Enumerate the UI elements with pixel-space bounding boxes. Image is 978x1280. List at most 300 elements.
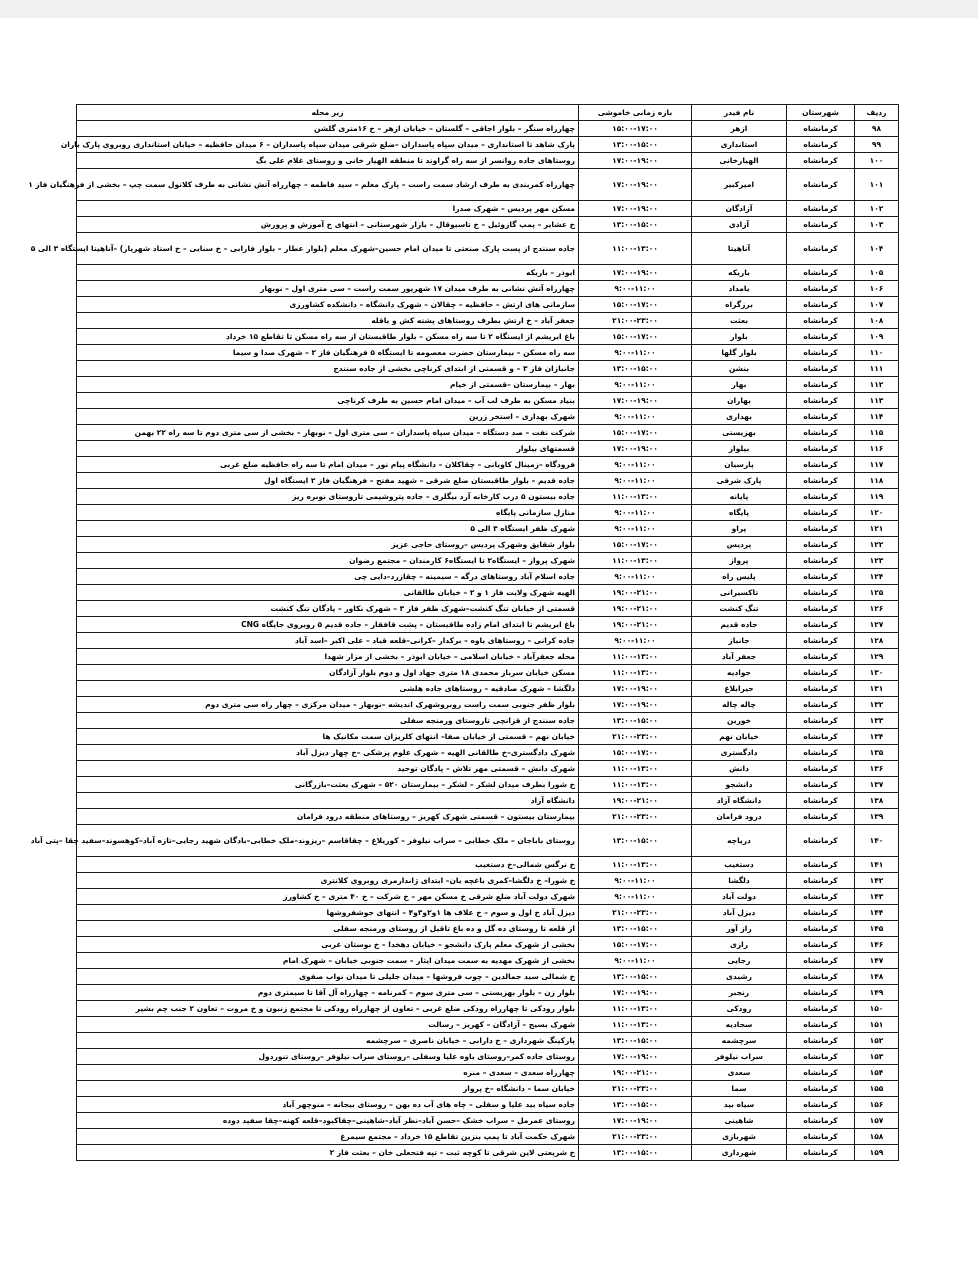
cell-area: شهرک بهداری – استخر زرین — [77, 409, 579, 425]
table-row — [77, 985, 899, 1001]
table-row — [77, 1017, 899, 1033]
cell-city: کرمانشاه — [787, 1049, 855, 1065]
cell-time: ۹:۰۰-۱۱:۰۰ — [579, 505, 692, 521]
cell-radif: ۱۳۹ — [855, 809, 899, 825]
cell-area: بخشی از شهرک مهدیه به سمت میدان ایثار – سمت جنوبی خیابان – شهرک امام — [77, 953, 579, 969]
cell-feeder: بهار — [692, 377, 787, 393]
cell-time: ۹:۰۰-۱۱:۰۰ — [579, 873, 692, 889]
cell-time: ۱۳:۰۰-۱۵:۰۰ — [579, 825, 692, 857]
cell-radif: ۱۴۳ — [855, 889, 899, 905]
header-area: زیر محله — [77, 105, 579, 121]
cell-time: ۱۵:۰۰-۱۷:۰۰ — [579, 745, 692, 761]
cell-radif: ۱۴۴ — [855, 905, 899, 921]
cell-time: ۱۷:۰۰-۱۹:۰۰ — [579, 1049, 692, 1065]
cell-time: ۱۷:۰۰-۱۹:۰۰ — [579, 393, 692, 409]
cell-time: ۱۵:۰۰-۱۷:۰۰ — [579, 537, 692, 553]
table-row — [77, 969, 899, 985]
table-row — [77, 601, 899, 617]
cell-area: روستاهای جاده روانسر از سه راه گراوند تا منطقه الهیار خانی و روستای غلام علی بگ — [77, 153, 579, 169]
cell-time: ۱۹:۰۰-۲۱:۰۰ — [579, 617, 692, 633]
cell-city: کرمانشاه — [787, 409, 855, 425]
cell-feeder: بلوار — [692, 329, 787, 345]
cell-city: کرمانشاه — [787, 1065, 855, 1081]
cell-area: دلگشا – شهرک صادقیه – روستاهای جاده هلشی — [77, 681, 579, 697]
cell-area: چهارراه کمربندی به طرف ارشاد سمت راست – پارک معلم – سید فاطمه – چهارراه آتش نشانی به طرف کلانول سمت چپ – بخشی از فرهنگیان فاز ۱ — [77, 169, 579, 201]
cell-time: ۱۳:۰۰-۱۵:۰۰ — [579, 1033, 692, 1049]
table-row — [77, 889, 899, 905]
cell-radif: ۱۳۱ — [855, 681, 899, 697]
table-row — [77, 169, 899, 201]
table-row — [77, 265, 899, 281]
cell-city: کرمانشاه — [787, 1033, 855, 1049]
cell-feeder: سراب نیلوفر — [692, 1049, 787, 1065]
cell-feeder: ازهر — [692, 121, 787, 137]
cell-time: ۱۳:۰۰-۱۵:۰۰ — [579, 1145, 692, 1161]
cell-area: چهارراه سنگر – بلوار اجاقی – گلستان – خیابان ازهر – خ ۱۶متری گلشن — [77, 121, 579, 137]
cell-city: کرمانشاه — [787, 681, 855, 697]
cell-time: ۲۱:۰۰-۲۳:۰۰ — [579, 1129, 692, 1145]
cell-time: ۱۹:۰۰-۲۱:۰۰ — [579, 585, 692, 601]
cell-city: کرمانشاه — [787, 201, 855, 217]
cell-area: خ شمالی سید جمالدین – چوب فروشها – میدان جلیلی تا میدان نواب صفوی — [77, 969, 579, 985]
cell-radif: ۱۳۴ — [855, 729, 899, 745]
cell-city: کرمانشاه — [787, 809, 855, 825]
cell-time: ۱۱:۰۰-۱۳:۰۰ — [579, 857, 692, 873]
cell-city: کرمانشاه — [787, 697, 855, 713]
table-row — [77, 793, 899, 809]
cell-area: روستای عمرمل – سراب خشک –حسن آباد–نظر آباد–شاهینی–چقاکبود–قلعه کهنه–چقا سفید دوده — [77, 1113, 579, 1129]
cell-area: قسمتی از خیابان تنگ کنشت–شهرک ظفر فاز ۳ – شهرک نکاور – پادگان تنگ کنشت — [77, 601, 579, 617]
cell-city: کرمانشاه — [787, 857, 855, 873]
cell-feeder: جعفر آباد — [692, 649, 787, 665]
cell-time: ۱۹:۰۰-۲۱:۰۰ — [579, 1065, 692, 1081]
cell-time: ۱۷:۰۰-۱۹:۰۰ — [579, 697, 692, 713]
cell-time: ۲۱:۰۰-۲۳:۰۰ — [579, 809, 692, 825]
table-row — [77, 345, 899, 361]
table-row — [77, 1001, 899, 1017]
table-row — [77, 1145, 899, 1161]
cell-city: کرمانشاه — [787, 521, 855, 537]
cell-time: ۱۷:۰۰-۱۹:۰۰ — [579, 681, 692, 697]
cell-feeder: دادگستری — [692, 745, 787, 761]
cell-radif: ۱۳۶ — [855, 761, 899, 777]
cell-feeder: بهزیستی — [692, 425, 787, 441]
cell-feeder: سرچشمه — [692, 1033, 787, 1049]
table-row — [77, 921, 899, 937]
cell-time: ۹:۰۰-۱۱:۰۰ — [579, 281, 692, 297]
cell-area: الهیه شهرک ولایت فاز ۱ و ۲ – خیابان طالقانی — [77, 585, 579, 601]
cell-city: کرمانشاه — [787, 281, 855, 297]
cell-city: کرمانشاه — [787, 1097, 855, 1113]
cell-feeder: دولت آباد — [692, 889, 787, 905]
table-row — [77, 489, 899, 505]
cell-area: خ شورا بطرف میدان لشکر – لشکر – بیمارستان ۵۲۰ – شهرک بعثت–بازرگانی — [77, 777, 579, 793]
cell-feeder: پایانه — [692, 489, 787, 505]
table-row — [77, 361, 899, 377]
cell-city: کرمانشاه — [787, 745, 855, 761]
cell-city: کرمانشاه — [787, 329, 855, 345]
cell-radif: ۱۴۷ — [855, 953, 899, 969]
cell-radif: ۱۴۵ — [855, 921, 899, 937]
cell-feeder: دانش — [692, 761, 787, 777]
cell-area: بهار – بیمارستان –قسمتی از خیام — [77, 377, 579, 393]
cell-area: شهرک دادگستری–خ طالقانی الهیه – شهرک علوم پزشکی –خ چهار دیزل آباد — [77, 745, 579, 761]
cell-feeder: پارسیان — [692, 457, 787, 473]
cell-feeder: رنجبر — [692, 985, 787, 1001]
cell-city: کرمانشاه — [787, 377, 855, 393]
cell-city: کرمانشاه — [787, 777, 855, 793]
cell-feeder: رجایی — [692, 953, 787, 969]
cell-feeder: راز آور — [692, 921, 787, 937]
cell-feeder: بیلوار — [692, 441, 787, 457]
cell-city: کرمانشاه — [787, 169, 855, 201]
cell-radif: ۱۵۹ — [855, 1145, 899, 1161]
table-row — [77, 217, 899, 233]
cell-time: ۱۵:۰۰-۱۷:۰۰ — [579, 329, 692, 345]
cell-time: ۱۳:۰۰-۱۵:۰۰ — [579, 1097, 692, 1113]
table-row — [77, 1113, 899, 1129]
cell-radif: ۱۳۲ — [855, 697, 899, 713]
cell-area: پارک شاهد تا استانداری – میدان سپاه پاسداران –ضلع شرقی میدان سپاه پاسداران – ۶ میدان حافظیه – خیابان استانداری روبروی پارک باران — [77, 137, 579, 153]
cell-feeder: سعدی — [692, 1065, 787, 1081]
cell-radif: ۱۵۵ — [855, 1081, 899, 1097]
cell-radif: ۱۲۶ — [855, 601, 899, 617]
table-row — [77, 825, 899, 857]
cell-radif: ۱۲۸ — [855, 633, 899, 649]
table-row — [77, 697, 899, 713]
cell-area: روستای جاده کمر–روستای باوه علیا وسفلی –روستای سراب نیلوفر –روستای تنوردول — [77, 1049, 579, 1065]
table-row — [77, 329, 899, 345]
cell-time: ۹:۰۰-۱۱:۰۰ — [579, 569, 692, 585]
cell-area: پارکینگ شهرداری – خ دارابی – خیابان ناصری – سرچشمه — [77, 1033, 579, 1049]
cell-time: ۹:۰۰-۱۱:۰۰ — [579, 633, 692, 649]
cell-feeder: دانشگاه آزاد — [692, 793, 787, 809]
cell-area: بلوار زن – بلوار بهزیستی – سی متری سوم – کمرنامه – چهارراه آل آقا تا سیمتری دوم — [77, 985, 579, 1001]
table-row — [77, 1129, 899, 1145]
cell-radif: ۱۳۸ — [855, 793, 899, 809]
cell-time: ۱۳:۰۰-۱۵:۰۰ — [579, 969, 692, 985]
cell-radif: ۱۲۵ — [855, 585, 899, 601]
table-row — [77, 281, 899, 297]
cell-time: ۱۱:۰۰-۱۳:۰۰ — [579, 1001, 692, 1017]
cell-radif: ۱۵۷ — [855, 1113, 899, 1129]
cell-time: ۱۱:۰۰-۱۳:۰۰ — [579, 553, 692, 569]
table-row — [77, 1049, 899, 1065]
cell-radif: ۱۴۰ — [855, 825, 899, 857]
cell-time: ۱۵:۰۰-۱۷:۰۰ — [579, 121, 692, 137]
cell-radif: ۱۵۳ — [855, 1049, 899, 1065]
cell-radif: ۱۱۷ — [855, 457, 899, 473]
cell-area: بنیاد مسکن به طرف لب آب – میدان امام حسین به طرف کرناچی — [77, 393, 579, 409]
cell-time: ۱۷:۰۰-۱۹:۰۰ — [579, 201, 692, 217]
table-row — [77, 665, 899, 681]
cell-time: ۱۹:۰۰-۲۱:۰۰ — [579, 601, 692, 617]
cell-area: جاده بیستون ۵ درب کارخانه آرد بیگلری – جاده پتروشیمی تاروستای نوبره ریز — [77, 489, 579, 505]
cell-city: کرمانشاه — [787, 473, 855, 489]
cell-radif: ۹۸ — [855, 121, 899, 137]
cell-time: ۱۷:۰۰-۱۹:۰۰ — [579, 985, 692, 1001]
cell-feeder: شاهینی — [692, 1113, 787, 1129]
cell-time: ۹:۰۰-۱۱:۰۰ — [579, 345, 692, 361]
cell-radif: ۱۰۵ — [855, 265, 899, 281]
cell-area: بلوار شقایق وشهرک پردیس –روستای حاجی عزیز — [77, 537, 579, 553]
cell-feeder: بلوار گلها — [692, 345, 787, 361]
blackout-schedule-table — [28, 104, 899, 1161]
cell-radif: ۹۹ — [855, 137, 899, 153]
cell-feeder: سجادیه — [692, 1017, 787, 1033]
cell-city: کرمانشاه — [787, 585, 855, 601]
cell-radif: ۱۵۴ — [855, 1065, 899, 1081]
cell-feeder: پرواز — [692, 553, 787, 569]
table-row — [77, 313, 899, 329]
cell-city: کرمانشاه — [787, 873, 855, 889]
cell-radif: ۱۴۱ — [855, 857, 899, 873]
cell-radif: ۱۱۹ — [855, 489, 899, 505]
table-row — [77, 761, 899, 777]
cell-city: کرمانشاه — [787, 489, 855, 505]
cell-city: کرمانشاه — [787, 1017, 855, 1033]
cell-area: شرکت نفت – صد دستگاه – میدان سپاه پاسداران – سی متری اول – نوبهار – بخشی از سی متری دوم تا سه راه ۲۲ بهمن — [77, 425, 579, 441]
cell-time: ۹:۰۰-۱۱:۰۰ — [579, 953, 692, 969]
table-row — [77, 777, 899, 793]
cell-city: کرمانشاه — [787, 633, 855, 649]
cell-feeder: آزادی — [692, 217, 787, 233]
cell-radif: ۱۰۰ — [855, 153, 899, 169]
cell-radif: ۱۳۷ — [855, 777, 899, 793]
cell-feeder: بهاران — [692, 393, 787, 409]
cell-feeder: تنگ کنشت — [692, 601, 787, 617]
cell-feeder: جوادیه — [692, 665, 787, 681]
table-row — [77, 905, 899, 921]
cell-city: کرمانشاه — [787, 153, 855, 169]
table-body — [28, 121, 899, 1161]
table-header-row — [77, 105, 899, 121]
cell-time: ۹:۰۰-۱۱:۰۰ — [579, 889, 692, 905]
cell-radif: ۱۵۱ — [855, 1017, 899, 1033]
cell-time: ۲۱:۰۰-۲۳:۰۰ — [579, 729, 692, 745]
cell-area: دانشگاه آزاد — [77, 793, 579, 809]
cell-city: کرمانشاه — [787, 393, 855, 409]
cell-city: کرمانشاه — [787, 649, 855, 665]
cell-time: ۱۷:۰۰-۱۹:۰۰ — [579, 169, 692, 201]
table-row — [77, 377, 899, 393]
cell-feeder: دیزل آباد — [692, 905, 787, 921]
cell-radif: ۱۱۰ — [855, 345, 899, 361]
cell-city: کرمانشاه — [787, 217, 855, 233]
table-row — [77, 953, 899, 969]
cell-time: ۱۷:۰۰-۱۹:۰۰ — [579, 1113, 692, 1129]
cell-time: ۱۱:۰۰-۱۳:۰۰ — [579, 777, 692, 793]
cell-radif: ۱۱۵ — [855, 425, 899, 441]
header-radif: ردیف — [855, 105, 899, 121]
cell-area: خیابان نهم – قسمتی از خیابان صفا– انتهای کلریزان سمت مکانیک ها — [77, 729, 579, 745]
table-row — [77, 1033, 899, 1049]
cell-radif: ۱۱۲ — [855, 377, 899, 393]
cell-feeder: خورین — [692, 713, 787, 729]
cell-city: کرمانشاه — [787, 1001, 855, 1017]
cell-feeder: دستغیب — [692, 857, 787, 873]
table-row — [77, 393, 899, 409]
cell-feeder: پارک شرقی — [692, 473, 787, 489]
cell-radif: ۱۳۵ — [855, 745, 899, 761]
cell-area: منازل سازمانی پایگاه — [77, 505, 579, 521]
cell-city: کرمانشاه — [787, 665, 855, 681]
cell-area: شهرک دولت آباد ضلع شرقی خ مسکن مهر – خ شرکت – خ ۴۰ متری – خ کشاورز — [77, 889, 579, 905]
cell-city: کرمانشاه — [787, 761, 855, 777]
cell-feeder: جانباز — [692, 633, 787, 649]
cell-time: ۲۱:۰۰-۲۳:۰۰ — [579, 905, 692, 921]
table-row — [77, 585, 899, 601]
cell-feeder: بعثت — [692, 313, 787, 329]
cell-time: ۹:۰۰-۱۱:۰۰ — [579, 457, 692, 473]
cell-area: فرودگاه –زمینال کاویانی – چقاکلان – دانشگاه پیام نور – میدان امام تا سه راه حافظیه ضلع غربی — [77, 457, 579, 473]
cell-area: خ عشایر – پمپ گازوئیل – خ تاسیوقال – بازار شهرستانی – انتهای خ آموزش و پرورش — [77, 217, 579, 233]
table-row — [77, 441, 899, 457]
table-row — [77, 1065, 899, 1081]
cell-city: کرمانشاه — [787, 825, 855, 857]
cell-area: باغ ابریشم تا ابتدای امام زاده طاقبستان – پشت قافقار – جاده قدیم ۵ روبروی جایگاه CNG — [77, 617, 579, 633]
cell-feeder: پایگاه — [692, 505, 787, 521]
cell-city: کرمانشاه — [787, 137, 855, 153]
cell-city: کرمانشاه — [787, 985, 855, 1001]
cell-city: کرمانشاه — [787, 537, 855, 553]
cell-feeder: تاکسیرانی — [692, 585, 787, 601]
cell-area: باغ ابریشم از ایستگاه ۲ تا سه راه مسکن – بلوار طاقبستان از سه راه مسکن تا تقاطع ۱۵ خرداد — [77, 329, 579, 345]
cell-radif: ۱۵۰ — [855, 1001, 899, 1017]
cell-feeder: جاده قدیم — [692, 617, 787, 633]
cell-time: ۹:۰۰-۱۱:۰۰ — [579, 377, 692, 393]
cell-radif: ۱۵۲ — [855, 1033, 899, 1049]
cell-city: کرمانشاه — [787, 441, 855, 457]
cell-area: خ شریعتی لاین شرقی تا کوچه ثبت – تپه فتحعلی خان – بعثت فاز ۲ — [77, 1145, 579, 1161]
cell-time: ۱۱:۰۰-۱۳:۰۰ — [579, 761, 692, 777]
cell-city: کرمانشاه — [787, 937, 855, 953]
cell-radif: ۱۱۱ — [855, 361, 899, 377]
cell-area: بخشی از شهرک معلم پارک دانشجو – خیابان دهخدا – خ بوستان غربی — [77, 937, 579, 953]
cell-feeder: پراو — [692, 521, 787, 537]
cell-feeder: دریاچه — [692, 825, 787, 857]
cell-radif: ۱۱۴ — [855, 409, 899, 425]
cell-feeder: سیاه بید — [692, 1097, 787, 1113]
cell-time: ۱۹:۰۰-۲۱:۰۰ — [579, 793, 692, 809]
cell-feeder: رشیدی — [692, 969, 787, 985]
cell-city: کرمانشاه — [787, 969, 855, 985]
cell-area: جاده کرانی – روستاهای باوه – برکدار –کرانی–قلعه قباد – علی اکبر –اسد آباد — [77, 633, 579, 649]
table-row — [77, 569, 899, 585]
cell-feeder: بهداری — [692, 409, 787, 425]
cell-city: کرمانشاه — [787, 889, 855, 905]
cell-city: کرمانشاه — [787, 553, 855, 569]
cell-city: کرمانشاه — [787, 713, 855, 729]
cell-area: شهرک پرواز – ایستگاه۲ تا ایستگاه۶ کارمندان – مجتمع رضوان — [77, 553, 579, 569]
cell-city: کرمانشاه — [787, 297, 855, 313]
cell-time: ۱۱:۰۰-۱۳:۰۰ — [579, 489, 692, 505]
cell-area: روستای باباجان – ملک خطابی – سراب نیلوفر – کوریلاغ – چقاقاسم –ریزوند–ملک خطابی–بادگان شهید رجایی–تازه آباد–کوهسوند–سفید چقا –پتی آباد — [77, 825, 579, 857]
cell-area: چهارراه آتش نشانی به طرف میدان ۱۷ شهریور سمت راست – سی متری اول – نوبهار — [77, 281, 579, 297]
header-feeder: نام فیدر — [692, 105, 787, 121]
cell-city: کرمانشاه — [787, 233, 855, 265]
table-row — [77, 713, 899, 729]
cell-time: ۱۳:۰۰-۱۵:۰۰ — [579, 217, 692, 233]
cell-city: کرمانشاه — [787, 1113, 855, 1129]
cell-city: کرمانشاه — [787, 265, 855, 281]
cell-radif: ۱۲۷ — [855, 617, 899, 633]
cell-area: شهرک ظفر ایستگاه ۳ الی ۵ — [77, 521, 579, 537]
cell-radif: ۱۴۶ — [855, 937, 899, 953]
cell-time: ۱۵:۰۰-۱۷:۰۰ — [579, 297, 692, 313]
cell-time: ۱۳:۰۰-۱۵:۰۰ — [579, 713, 692, 729]
cell-radif: ۱۰۲ — [855, 201, 899, 217]
cell-feeder: برزگراه — [692, 297, 787, 313]
cell-area: بلوار ظفر جنوبی سمت راست روبروشهرک اندیشه –نوبهار – میدان مرکزی – چهار راه سی متری دوم — [77, 697, 579, 713]
cell-area: جاده سنندج از قزانچی تاروستای ورمنجه سفلی — [77, 713, 579, 729]
cell-feeder: خیابان نهم — [692, 729, 787, 745]
cell-area: خ نرگس شمالی–خ دستغیب — [77, 857, 579, 873]
cell-radif: ۱۴۹ — [855, 985, 899, 1001]
cell-feeder: رودکی — [692, 1001, 787, 1017]
table-row — [77, 873, 899, 889]
cell-area: چهارراه سعدی – سعدی – منزه — [77, 1065, 579, 1081]
cell-radif: ۱۰۳ — [855, 217, 899, 233]
cell-feeder: آناهیتا — [692, 233, 787, 265]
cell-feeder: شهرداری — [692, 1145, 787, 1161]
cell-area: بلوار رودکی تا چهارراه رودکی ضلع غربی – تعاون از چهارراه رودکی تا مجتمع زنبون و خ مروت – تعاون ۲ جنب چم بشیر — [77, 1001, 579, 1017]
cell-time: ۱۷:۰۰-۱۹:۰۰ — [579, 153, 692, 169]
table-row — [77, 425, 899, 441]
cell-time: ۱۳:۰۰-۱۵:۰۰ — [579, 361, 692, 377]
cell-city: کرمانشاه — [787, 505, 855, 521]
cell-area: خیابان سما – دانشگاه –خ پرواز — [77, 1081, 579, 1097]
cell-area: جاده سنندج از پست پارک صنعتی تا میدان امام حسین–شهرک معلم (بلوار عطار – بلوار فارابی – خ سنایی – خ استاد شهریار) –آناهیتا ایستگاه ۳ الی ۵ — [77, 233, 579, 265]
table-row — [77, 553, 899, 569]
table-row — [77, 681, 899, 697]
table-row — [77, 153, 899, 169]
cell-radif: ۱۳۰ — [855, 665, 899, 681]
cell-radif: ۱۲۳ — [855, 553, 899, 569]
cell-time: ۹:۰۰-۱۱:۰۰ — [579, 473, 692, 489]
table-row — [77, 857, 899, 873]
cell-radif: ۱۵۶ — [855, 1097, 899, 1113]
cell-area: جاده اسلام آباد روستاهای درگه – سیمینه – چقازرد–دایی چی — [77, 569, 579, 585]
table-row — [77, 457, 899, 473]
cell-area: دیزل آباد خ اول و سوم – خ علاف ها ۱و۲و۳و۴ – انتهای جوشفروشها — [77, 905, 579, 921]
table-row — [77, 649, 899, 665]
cell-radif: ۱۰۶ — [855, 281, 899, 297]
cell-feeder: باریکه — [692, 265, 787, 281]
cell-feeder: دلگشا — [692, 873, 787, 889]
cell-city: کرمانشاه — [787, 905, 855, 921]
cell-area: شهرک بسیج – آزادگان – کهریز – رسالت — [77, 1017, 579, 1033]
cell-radif: ۱۰۴ — [855, 233, 899, 265]
cell-area: محله جعفرآباد – خیابان اسلامی – خیابان ابوذر – بخشی از مزار شهدا — [77, 649, 579, 665]
cell-radif: ۱۰۷ — [855, 297, 899, 313]
cell-area: سه راه مسکن – بیمارستان حضرت معصومه تا ایستگاه ۵ فرهنگیان فاز ۲ – شهرک صدا و سیما — [77, 345, 579, 361]
table-row — [77, 409, 899, 425]
cell-city: کرمانشاه — [787, 953, 855, 969]
cell-radif: ۱۲۱ — [855, 521, 899, 537]
table-row — [77, 297, 899, 313]
cell-area: از قلعه تا روستای ده گل و ده باغ تاقبل از روستای ورمنجه سفلی — [77, 921, 579, 937]
cell-time: ۱۳:۰۰-۱۵:۰۰ — [579, 921, 692, 937]
cell-area: ابوذر – باریکه — [77, 265, 579, 281]
cell-feeder: دانشجو — [692, 777, 787, 793]
cell-time: ۱۱:۰۰-۱۳:۰۰ — [579, 233, 692, 265]
cell-area: مسکن مهر پردیس – شهرک صدرا — [77, 201, 579, 217]
table-row — [77, 633, 899, 649]
cell-city: کرمانشاه — [787, 617, 855, 633]
cell-feeder: امیرکبیر — [692, 169, 787, 201]
cell-radif: ۱۵۸ — [855, 1129, 899, 1145]
